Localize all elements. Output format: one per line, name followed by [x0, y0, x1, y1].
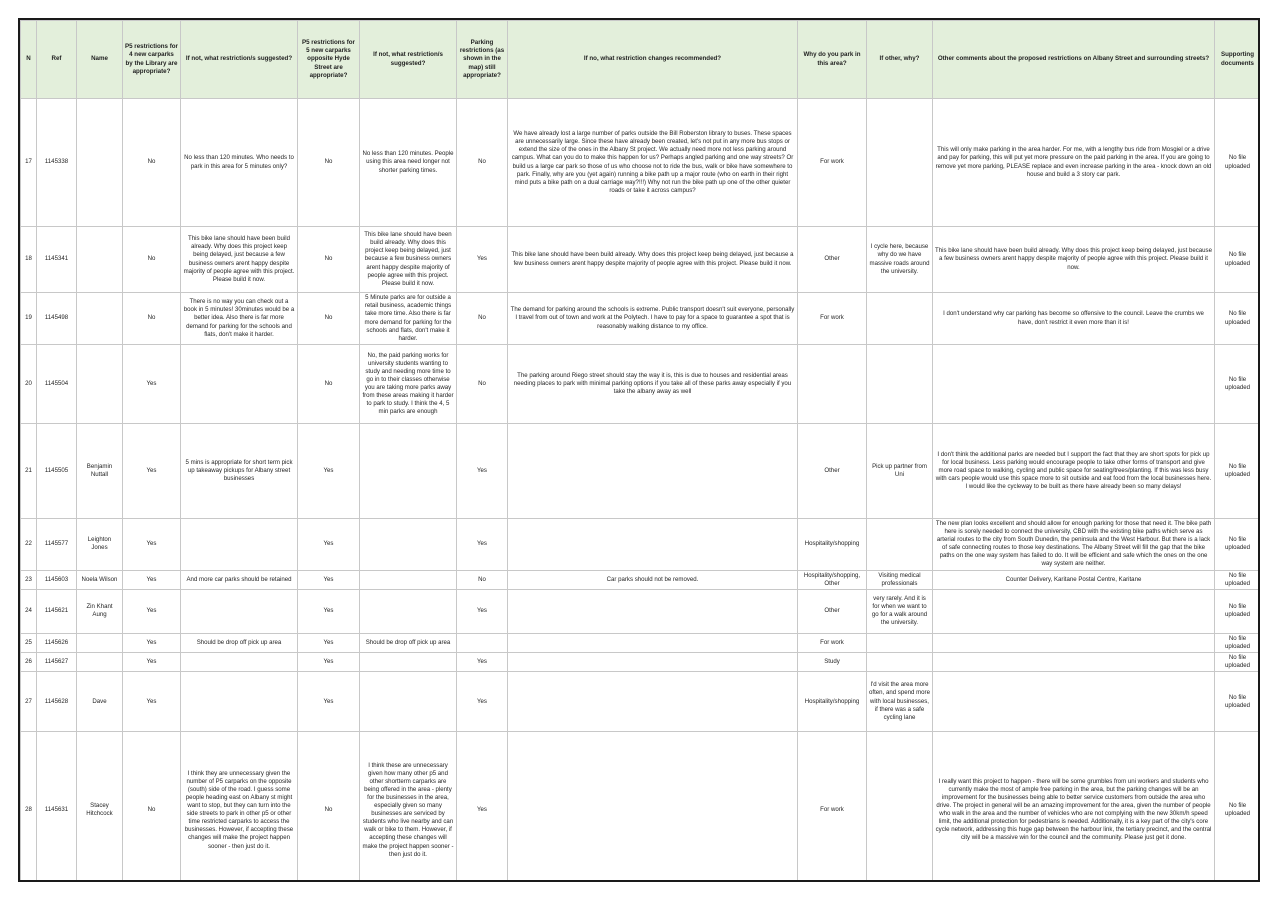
cell-p5-library-suggest: [181, 589, 298, 633]
column-header-changes: If no, what restriction changes recommended?: [508, 21, 798, 99]
cell-p5-library: No: [123, 227, 181, 293]
cell-docs: No file uploaded: [1215, 227, 1261, 293]
cell-docs: No file uploaded: [1215, 424, 1261, 519]
cell-p5-hyde-suggest: [360, 519, 457, 571]
cell-p5-library-suggest: [181, 672, 298, 732]
cell-p5-hyde: Yes: [298, 424, 360, 519]
cell-n: 17: [21, 99, 37, 227]
cell-docs: No file uploaded: [1215, 732, 1261, 882]
cell-p5-library: No: [123, 99, 181, 227]
table-row: [21, 99, 1261, 227]
cell-p5-hyde-suggest: Should be drop off pick up area: [360, 633, 457, 652]
cell-other-why: Pick up partner from Uni: [867, 424, 933, 519]
cell-p5-hyde-suggest: I think these are unnecessary given how many other p5 and other shortterm carparks are being offered in the area - plenty for the businesses in the area, especially given so many businesses are serviced by students who live nearby and can walk or bike to them. However, if accepting these changes will make the project happen sooner - then just do it.: [360, 732, 457, 882]
cell-why-park: Hospitality/shopping: [798, 519, 867, 571]
cell-changes: [508, 672, 798, 732]
submissions-sheet: [18, 18, 1260, 882]
cell-parking-map: Yes: [457, 227, 508, 293]
table-row: [21, 633, 1261, 652]
cell-ref: 1145626: [37, 633, 77, 652]
column-header-comments: Other comments about the proposed restrictions on Albany Street and surrounding streets?: [933, 21, 1215, 99]
cell-p5-hyde: Yes: [298, 633, 360, 652]
cell-comments: I don't think the additional parks are needed but I support the fact that they are short spots for pick up for local business. Less parking would encourage people to take other forms of transport and give more road space to walking, cycling and public space for seating/trees/planting. If this was less busy with cars people would use this space more to sit outside and eat food from the local businesses here. I would like the cycleway to be built as there have already been so many delays!: [933, 424, 1215, 519]
cell-ref: 1145498: [37, 293, 77, 345]
cell-parking-map: [457, 633, 508, 652]
cell-name: Stacey Hitchcock: [77, 732, 123, 882]
cell-n: 22: [21, 519, 37, 571]
cell-ref: 1145577: [37, 519, 77, 571]
cell-why-park: Other: [798, 227, 867, 293]
cell-why-park: For work: [798, 732, 867, 882]
cell-p5-hyde: Yes: [298, 589, 360, 633]
cell-p5-library: No: [123, 293, 181, 345]
cell-p5-library-suggest: [181, 345, 298, 424]
cell-comments: [933, 633, 1215, 652]
cell-name: [77, 293, 123, 345]
cell-why-park: Other: [798, 424, 867, 519]
column-header-docs: Supporting documents: [1215, 21, 1261, 99]
cell-why-park: For work: [798, 99, 867, 227]
cell-p5-library-suggest: [181, 652, 298, 671]
table-row: [21, 424, 1261, 519]
cell-docs: No file uploaded: [1215, 99, 1261, 227]
cell-p5-hyde-suggest: No less than 120 minutes. People using this area need longer not shorter parking times.: [360, 99, 457, 227]
cell-why-park: Study: [798, 652, 867, 671]
cell-p5-library-suggest: I think they are unnecessary given the number of P5 carparks on the opposite (south) side of the road. I guess some people heading east on Albany st might want to stop, but they can turn into the side streets to park in other p5 or other time restricted carparks to access the businesses. However, if accepting these changes will make the project happen sooner - then just do it.: [181, 732, 298, 882]
cell-p5-library: No: [123, 732, 181, 882]
table-row: [21, 732, 1261, 882]
cell-other-why: [867, 519, 933, 571]
cell-p5-hyde-suggest: 5 Minute parks are for outside a retail business, academic things take more time. Also there is far more demand for parking for the schools and flats, don't make it harder.: [360, 293, 457, 345]
cell-parking-map: Yes: [457, 672, 508, 732]
cell-other-why: I cycle here, because why do we have massive roads around the university.: [867, 227, 933, 293]
cell-n: 23: [21, 570, 37, 589]
cell-changes: [508, 519, 798, 571]
cell-why-park: Hospitality/shopping, Other: [798, 570, 867, 589]
cell-ref: 1145603: [37, 570, 77, 589]
cell-changes: This bike lane should have been build already. Why does this project keep being delayed, just because a few business owners arent happy despite majority of people agree with this project. Please build it now.: [508, 227, 798, 293]
cell-name: Leighton Jones: [77, 519, 123, 571]
cell-name: [77, 652, 123, 671]
column-header-p5-library: P5 restrictions for 4 new carparks by the Library are appropriate?: [123, 21, 181, 99]
submissions-table: [20, 20, 1260, 882]
cell-why-park: For work: [798, 293, 867, 345]
cell-docs: No file uploaded: [1215, 652, 1261, 671]
cell-name: Zin Khant Aung: [77, 589, 123, 633]
cell-name: Benjamin Nuttall: [77, 424, 123, 519]
cell-p5-hyde-suggest: [360, 589, 457, 633]
column-header-p5-hyde: P5 restrictions for 5 new carparks opposite Hyde Street are appropriate?: [298, 21, 360, 99]
cell-n: 28: [21, 732, 37, 882]
cell-docs: No file uploaded: [1215, 589, 1261, 633]
cell-p5-hyde-suggest: [360, 672, 457, 732]
cell-other-why: very rarely. And it is for when we want to go for a walk around the university.: [867, 589, 933, 633]
cell-p5-hyde: Yes: [298, 672, 360, 732]
cell-ref: 1145504: [37, 345, 77, 424]
cell-ref: 1145338: [37, 99, 77, 227]
cell-n: 20: [21, 345, 37, 424]
cell-n: 19: [21, 293, 37, 345]
cell-n: 21: [21, 424, 37, 519]
column-header-n: N: [21, 21, 37, 99]
cell-p5-hyde-suggest: No, the paid parking works for university students wanting to study and needing more time to go in to their classes otherwise you are taking more parks away from these areas making it harder to park to study. I think the 4, 5 min parks are enough: [360, 345, 457, 424]
cell-docs: No file uploaded: [1215, 345, 1261, 424]
cell-changes: [508, 633, 798, 652]
cell-ref: 1145627: [37, 652, 77, 671]
cell-p5-hyde: Yes: [298, 519, 360, 571]
cell-other-why: Visiting medical professionals: [867, 570, 933, 589]
cell-ref: 1145621: [37, 589, 77, 633]
cell-why-park: Other: [798, 589, 867, 633]
cell-p5-hyde: No: [298, 345, 360, 424]
cell-comments: The new plan looks excellent and should allow for enough parking for those that need it. The bike path here is sorely needed to connect the university, CBD with the existing bike paths which serve as arterial routes to the city from South Dunedin, the peninsula and the West Harbour. But there is a lack of safe connecting routes to those key destinations. The Albany Street will fill the gap that the bike paths on the one way system has failed to do. It will be efficient and safe which the ones on the one way system are neither.: [933, 519, 1215, 571]
cell-comments: I don't understand why car parking has become so offensive to the council. Leave the crumbs we have, don't restrict it even more than it is!: [933, 293, 1215, 345]
table-row: [21, 589, 1261, 633]
cell-p5-library-suggest: There is no way you can check out a book in 5 minutes! 30minutes would be a better idea. Also there is far more demand for parking for the schools and flats, don't make it harder.: [181, 293, 298, 345]
cell-parking-map: Yes: [457, 589, 508, 633]
cell-other-why: [867, 293, 933, 345]
cell-comments: I really want this project to happen - there will be some grumbles from uni workers and students who currently make the most of ample free parking in the area, but the parking changes will be an improvement for the businesses being able to better service customers from outside the area who drive. The project in general will be an amazing improvement for the area, given the number of people who walk in the area and the number of vehicles who are not complying with the new 30km/h speed limit, the additional protection for pedestrians is needed. Additionally, it is a key part of the city's core cycle network, addressing this huge gap between the harbour link, the tertiary precinct, and the central city will be a massive win for the council and the community. Please just get it done.: [933, 732, 1215, 882]
cell-p5-library: Yes: [123, 424, 181, 519]
cell-name: [77, 345, 123, 424]
cell-other-why: [867, 99, 933, 227]
cell-other-why: [867, 652, 933, 671]
cell-parking-map: Yes: [457, 732, 508, 882]
cell-ref: 1145341: [37, 227, 77, 293]
cell-changes: We have already lost a large number of parks outside the Bill Roberston library to buses. These spaces are unnecessarily large. Since these have already been created, let's not put in any more bus stops or extend the size of the ones in the Albany St project. We actually need more not less parking around campus. What can you do to make this happen for us? Perhaps angled parking and one way streets? Or build us a large car park so those of us who choose not to ride the bus, walk or bike have somewhere to park. Finally, why are you (yet again) running a bike path up a major route (who on earth in their right mind puts a bike path on a dual carriage way?!!!) Why not run the bike path up one of the other quieter roads or take it across campus?: [508, 99, 798, 227]
cell-ref: 1145628: [37, 672, 77, 732]
table-row: [21, 227, 1261, 293]
cell-p5-library: Yes: [123, 589, 181, 633]
cell-docs: No file uploaded: [1215, 633, 1261, 652]
cell-p5-hyde: Yes: [298, 570, 360, 589]
cell-changes: [508, 424, 798, 519]
table-row: [21, 570, 1261, 589]
cell-n: 27: [21, 672, 37, 732]
cell-comments: [933, 345, 1215, 424]
header-row: [21, 21, 1261, 99]
cell-changes: [508, 589, 798, 633]
cell-why-park: [798, 345, 867, 424]
cell-comments: [933, 652, 1215, 671]
column-header-p5-hyde-suggest: If not, what restriction/s suggested?: [360, 21, 457, 99]
cell-ref: 1145505: [37, 424, 77, 519]
cell-p5-hyde-suggest: [360, 570, 457, 589]
column-header-parking-map: Parking restrictions (as shown in the map) still appropriate?: [457, 21, 508, 99]
table-body: [21, 99, 1261, 883]
cell-docs: No file uploaded: [1215, 519, 1261, 571]
cell-p5-library: Yes: [123, 519, 181, 571]
column-header-name: Name: [77, 21, 123, 99]
cell-other-why: I'd visit the area more often, and spend more with local businesses, if there was a safe cycling lane: [867, 672, 933, 732]
cell-p5-hyde: No: [298, 227, 360, 293]
cell-parking-map: Yes: [457, 652, 508, 671]
cell-parking-map: No: [457, 99, 508, 227]
cell-comments: This will only make parking in the area harder. For me, with a lengthy bus ride from Mosgiel or a drive and pay for parking, this will put yet more pressure on the paid parking in the area. If you are going to remove yet more parking, PLEASE replace and even increase parking in the area - knock down an old house and build a 3 story car park.: [933, 99, 1215, 227]
cell-p5-hyde-suggest: [360, 424, 457, 519]
cell-p5-hyde: Yes: [298, 652, 360, 671]
cell-other-why: [867, 633, 933, 652]
cell-p5-library-suggest: [181, 519, 298, 571]
table-row: [21, 519, 1261, 571]
cell-p5-library-suggest: And more car parks should be retained: [181, 570, 298, 589]
cell-why-park: Hospitality/shopping: [798, 672, 867, 732]
cell-why-park: For work: [798, 633, 867, 652]
cell-changes: Car parks should not be removed.: [508, 570, 798, 589]
cell-n: 18: [21, 227, 37, 293]
cell-parking-map: No: [457, 293, 508, 345]
cell-p5-library: Yes: [123, 345, 181, 424]
cell-parking-map: No: [457, 345, 508, 424]
cell-parking-map: No: [457, 570, 508, 589]
cell-other-why: [867, 345, 933, 424]
column-header-other-why: If other, why?: [867, 21, 933, 99]
cell-docs: No file uploaded: [1215, 672, 1261, 732]
cell-changes: [508, 652, 798, 671]
cell-p5-library-suggest: No less than 120 minutes. Who needs to park in this area for 5 minutes only?: [181, 99, 298, 227]
cell-changes: [508, 732, 798, 882]
cell-comments: [933, 589, 1215, 633]
table-row: [21, 652, 1261, 671]
cell-comments: Counter Delivery, Karitane Postal Centre, Karitane: [933, 570, 1215, 589]
cell-p5-hyde: No: [298, 732, 360, 882]
cell-p5-hyde: No: [298, 99, 360, 227]
cell-p5-library-suggest: 5 mins is appropriate for short term pick up takeaway pickups for Albany street businesses: [181, 424, 298, 519]
cell-p5-hyde-suggest: [360, 652, 457, 671]
cell-parking-map: Yes: [457, 424, 508, 519]
cell-name: [77, 633, 123, 652]
cell-name: Dave: [77, 672, 123, 732]
table-row: [21, 293, 1261, 345]
cell-other-why: [867, 732, 933, 882]
cell-n: 25: [21, 633, 37, 652]
column-header-p5-library-suggest: If not, what restriction/s suggested?: [181, 21, 298, 99]
table-row: [21, 672, 1261, 732]
cell-p5-library: Yes: [123, 570, 181, 589]
column-header-ref: Ref: [37, 21, 77, 99]
cell-p5-library: Yes: [123, 633, 181, 652]
cell-n: 26: [21, 652, 37, 671]
cell-changes: The demand for parking around the schools is extreme. Public transport doesn't suit everyone, personally I travel from out of town and work at the Polytech. I have to pay for a space to guarantee a spot that is reasonably walking distance to my office.: [508, 293, 798, 345]
cell-ref: 1145631: [37, 732, 77, 882]
cell-comments: This bike lane should have been build already. Why does this project keep being delayed, just because a few business owners arent happy despite majority of people agree with this project. Please build it now.: [933, 227, 1215, 293]
cell-p5-hyde: No: [298, 293, 360, 345]
cell-docs: No file uploaded: [1215, 570, 1261, 589]
cell-name: [77, 99, 123, 227]
cell-n: 24: [21, 589, 37, 633]
cell-name: Noela Wilson: [77, 570, 123, 589]
cell-docs: No file uploaded: [1215, 293, 1261, 345]
cell-comments: [933, 672, 1215, 732]
cell-p5-library: Yes: [123, 672, 181, 732]
cell-p5-hyde-suggest: This bike lane should have been build already. Why does this project keep being delayed, just because a few business owners arent happy despite majority of people agree with this project. Please build it now.: [360, 227, 457, 293]
cell-p5-library-suggest: Should be drop off pick up area: [181, 633, 298, 652]
cell-parking-map: Yes: [457, 519, 508, 571]
table-row: [21, 345, 1261, 424]
cell-p5-library-suggest: This bike lane should have been build already. Why does this project keep being delayed, just because a few business owners arent happy despite majority of people agree with this project. Please build it now.: [181, 227, 298, 293]
cell-changes: The parking around Riego street should stay the way it is, this is due to houses and residential areas needing places to park with minimal parking options if you take all of these parks away especially if you take the albany away as well: [508, 345, 798, 424]
cell-name: [77, 227, 123, 293]
column-header-why-park: Why do you park in this area?: [798, 21, 867, 99]
cell-p5-library: Yes: [123, 652, 181, 671]
